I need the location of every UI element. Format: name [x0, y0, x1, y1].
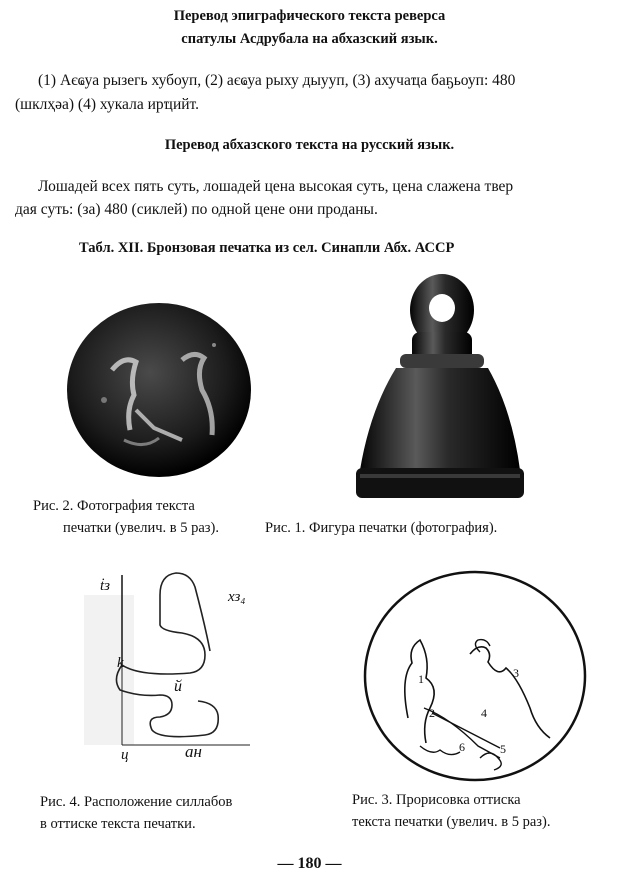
fig3-label-5: 5 — [500, 742, 506, 756]
fig2-caption-line1: Рис. 2. Фотография текста — [33, 498, 195, 514]
fig3-label-6: 6 — [459, 740, 465, 754]
fig4-caption-line2: в оттиске текста печатки. — [40, 816, 196, 832]
fig4-label-y: й — [174, 678, 182, 695]
fig4-label-bottom-right: ан — [185, 742, 202, 761]
heading-russian-translation: Перевод абхазского текста на русский язык. — [164, 137, 455, 153]
impression-outline-drawing — [360, 568, 590, 788]
fig3-label-1: 1 — [418, 672, 424, 686]
fig4-caption-line1: Рис. 4. Расположение силлабов — [40, 794, 233, 810]
fig3-label-3: 3 — [513, 666, 519, 680]
fig4-label-bottom-left: ц — [121, 747, 129, 763]
fig2-caption-line2: печатки (увелич. в 5 раз). — [63, 520, 219, 536]
fig4-label-k: k — [117, 655, 124, 671]
table-title: Табл. XII. Бронзовая печатка из сел. Синапли Абх. АССР — [79, 240, 455, 256]
fig3-caption-line2: текста печатки (увелич. в 5 раз). — [352, 814, 551, 830]
fig4-label-top-left: ṫз — [100, 578, 111, 594]
fig3-label-4: 4 — [481, 706, 487, 720]
seal-figure-photo — [352, 270, 527, 505]
fig3-caption-line1: Рис. 3. Прорисовка оттиска — [352, 792, 521, 808]
heading-translation-line2: спатулы Асдрубала на абхазский язык. — [181, 31, 438, 47]
page-number: — 180 — — [277, 855, 342, 872]
abkhaz-text-line2: (шклҳәа) (4) хукала ирҵийт. — [15, 96, 200, 113]
russian-text-line1: Лошадей всех пять суть, лошадей цена высокая суть, цена слажена твер — [38, 178, 514, 195]
fig1-caption: Рис. 1. Фигура печатки (фотография). — [265, 520, 498, 536]
fig4-label-top-right: хз₄ — [228, 589, 246, 605]
heading-translation-line1: Перевод эпиграфического текста реверса — [173, 8, 446, 24]
seal-photo-figure — [64, 300, 254, 480]
russian-text-line2: дая суть: (за) 480 (сиклей) по одной цене они проданы. — [15, 201, 378, 218]
abkhaz-text-line1: (1) Аєҩуа рызегь хубоуп, (2) аєҩуа рыху дыууп, (3) ахучаҵа баҕьоуп: 480 — [38, 72, 516, 89]
fig3-label-2: 2 — [429, 706, 435, 720]
